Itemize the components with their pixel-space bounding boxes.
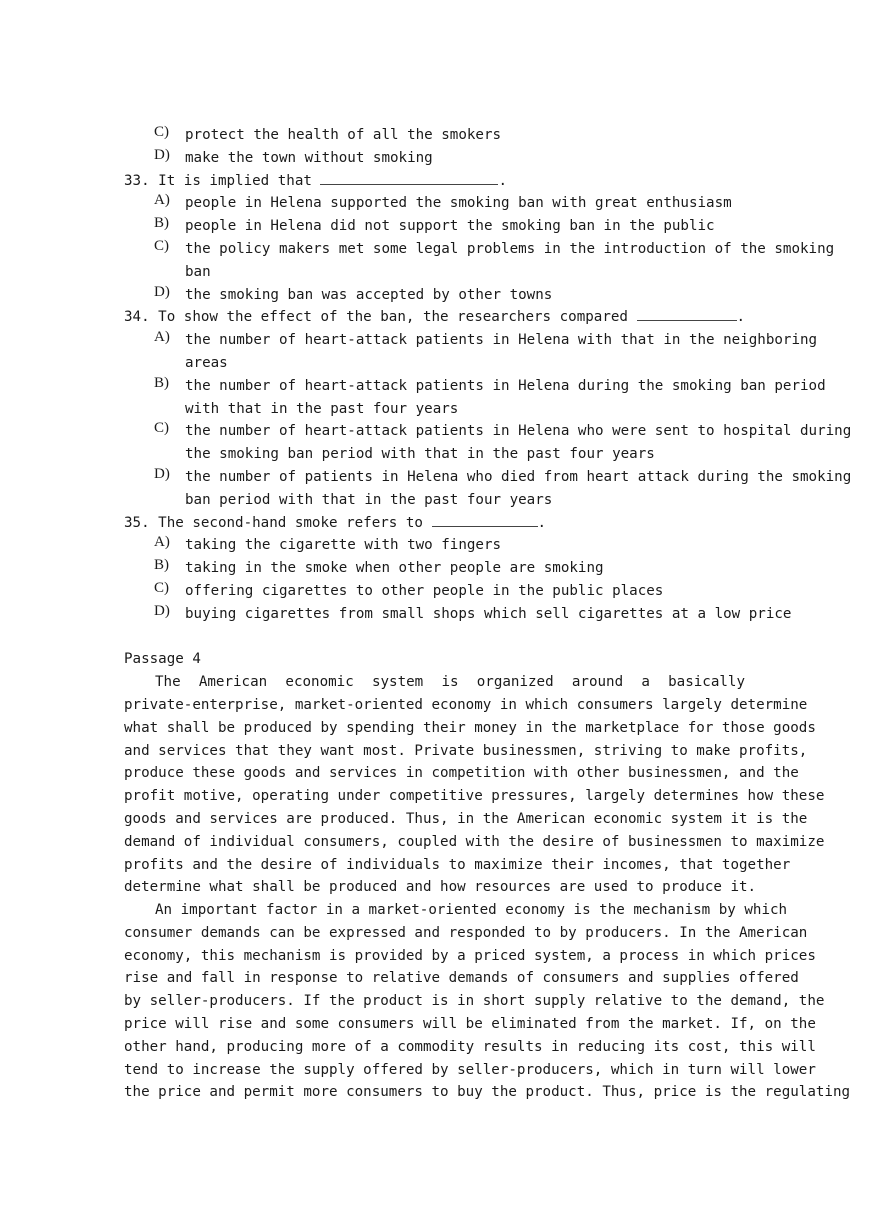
option-text — [185, 192, 745, 215]
page-content — [124, 124, 852, 1104]
stem-text: 33. It is implied that — [124, 172, 312, 189]
passage-line: profit motive, operating under competitive pressures, largely determines how these — [124, 788, 825, 805]
option-text-line: with that in the past four years — [185, 400, 459, 417]
stem-text: 35. The second-hand smoke refers to — [124, 514, 423, 531]
option-text — [185, 238, 834, 284]
option-letter: C) — [154, 237, 169, 254]
option-letter: B) — [154, 557, 169, 574]
option-letter: D) — [154, 465, 170, 482]
passage-paragraph — [124, 671, 825, 899]
option-letter: B) — [154, 215, 169, 232]
answer-option — [124, 420, 852, 466]
passage-4-body — [124, 671, 851, 1104]
answer-option — [124, 215, 745, 238]
option-letter: C) — [154, 579, 169, 596]
option-letter: A) — [154, 329, 170, 346]
option-text — [185, 420, 851, 466]
passage-line: goods and services are produced. Thus, in the American economic system it is the — [124, 810, 808, 827]
option-letter: D) — [154, 146, 170, 163]
answer-blank — [320, 170, 498, 185]
option-text-line: buying cigarettes from small shops which sell cigarettes at a low price — [185, 605, 792, 622]
option-text-line: taking in the smoke when other people are smoking — [185, 560, 604, 577]
option-letter: D) — [154, 602, 170, 619]
option-text-line: areas — [185, 354, 228, 371]
answer-blank — [432, 512, 538, 527]
option-text — [185, 603, 791, 626]
option-text-line: the smoking ban was accepted by other towns — [185, 286, 553, 303]
option-text — [185, 534, 745, 557]
passage-line: the price and permit more consumers to buy the product. Thus, price is the regulating — [124, 1084, 851, 1101]
option-text — [185, 124, 745, 147]
answer-option — [124, 374, 826, 421]
option-letter: C) — [154, 124, 169, 140]
option-letter: A) — [154, 534, 170, 551]
option-text — [185, 375, 826, 421]
option-text — [185, 329, 817, 375]
passage-line: tend to increase the supply offered by seller-producers, which in turn will lower — [124, 1061, 816, 1078]
answer-option — [124, 192, 745, 215]
answer-option — [124, 124, 745, 147]
stem-text: 34. To show the effect of the ban, the researchers compared — [124, 309, 628, 326]
passage-line: The American economic system is organized around a basically — [155, 674, 745, 691]
option-letter: A) — [154, 192, 170, 209]
passage-line: consumer demands can be expressed and responded to by producers. In the American — [124, 924, 808, 941]
question-34 — [124, 306, 852, 511]
answer-option — [124, 237, 835, 284]
option-text-line: the number of heart-attack patients in Helena with that in the neighboring — [185, 332, 818, 349]
option-letter: D) — [154, 283, 170, 300]
answer-option — [124, 465, 852, 512]
stem-end: . — [537, 514, 547, 531]
section-gap — [124, 626, 745, 649]
passage-line: price will rise and some consumers will be eliminated from the market. If, on the — [124, 1016, 816, 1033]
option-text-line: the number of heart-attack patients in Helena who were sent to hospital during — [185, 423, 852, 440]
option-text-line: the number of patients in Helena who died from heart attack during the smoking — [185, 468, 852, 485]
option-text — [185, 215, 745, 238]
answer-option — [124, 602, 792, 626]
option-text-line: the smoking ban period with that in the past four years — [185, 446, 655, 463]
passage-heading: Passage 4 — [124, 651, 201, 668]
option-text — [185, 147, 745, 170]
answer-option — [124, 147, 745, 170]
option-text-line: protect the health of all the smokers — [185, 127, 502, 143]
question-33 — [124, 170, 835, 307]
option-text-line: make the town without smoking — [185, 149, 433, 166]
option-text-line: ban — [185, 263, 211, 280]
passage-line: other hand, producing more of a commodity results in reducing its cost, this will — [124, 1038, 816, 1055]
option-letter: B) — [154, 374, 169, 391]
option-text — [185, 466, 851, 512]
answer-option — [124, 534, 745, 557]
passage-line: An important factor in a market-oriented economy is the mechanism by which — [155, 902, 788, 919]
option-text-line: ban period with that in the past four years — [185, 491, 553, 508]
option-text-line: taking the cigarette with two fingers — [185, 537, 502, 554]
stem-end: . — [498, 172, 508, 189]
question-32-tail — [124, 124, 745, 170]
option-text-line: people in Helena supported the smoking ban with great enthusiasm — [185, 195, 732, 212]
answer-option — [124, 284, 745, 307]
passage-line: demand of individual consumers, coupled with the desire of businessmen to maximize — [124, 833, 825, 850]
stem-end: . — [736, 309, 746, 326]
option-text-line: people in Helena did not support the smoking ban in the public — [185, 218, 715, 235]
passage-line: determine what shall be produced and how resources are used to produce it. — [124, 879, 757, 896]
passage-line: produce these goods and services in competition with other businessmen, and the — [124, 765, 799, 782]
passage-line: and services that they want most. Private businessmen, striving to make profits, — [124, 742, 808, 759]
question-stem — [124, 170, 745, 193]
option-text — [185, 580, 745, 603]
option-text-line: the number of heart-attack patients in Helena during the smoking ban period — [185, 377, 826, 394]
option-letter: C) — [154, 420, 169, 437]
option-text-line: offering cigarettes to other people in the public places — [185, 582, 664, 599]
question-stem — [124, 512, 745, 535]
answer-blank — [637, 306, 737, 321]
passage-line: economy, this mechanism is provided by a priced system, a process in which prices — [124, 947, 816, 964]
option-text-line: the policy makers met some legal problems in the introduction of the smoking — [185, 240, 835, 257]
option-text — [185, 284, 745, 307]
passage-line: rise and fall in response to relative demands of consumers and supplies offered — [124, 970, 799, 987]
passage-line: private-enterprise, market-oriented economy in which consumers largely determine — [124, 696, 808, 713]
answer-option — [124, 557, 745, 580]
answer-option — [124, 580, 745, 603]
option-text — [185, 557, 745, 580]
passage-line: what shall be produced by spending their money in the marketplace for those goods — [124, 719, 816, 736]
passage-line: by seller-producers. If the product is in short supply relative to the demand, the — [124, 993, 825, 1010]
passage-paragraph — [124, 899, 851, 1104]
question-stem — [124, 306, 745, 329]
question-35 — [124, 512, 792, 626]
answer-option — [124, 329, 818, 375]
passage-line: profits and the desire of individuals to maximize their incomes, that together — [124, 856, 791, 873]
